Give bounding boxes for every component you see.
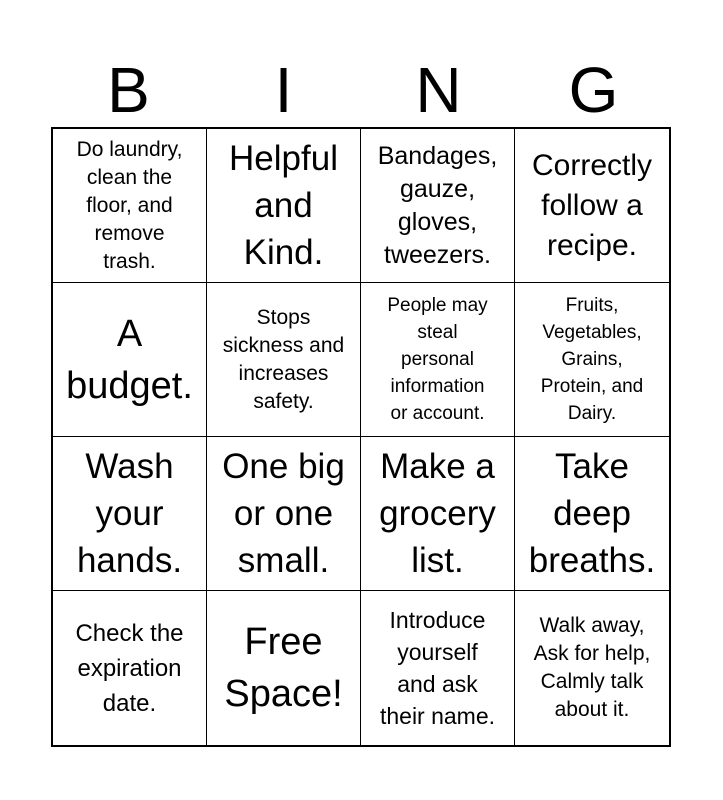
- bingo-cell-r3-c3[interactable]: [361, 437, 515, 591]
- cell-text: Bandages, gauze, gloves, tweezers.: [377, 141, 498, 269]
- bingo-cell-r1-c3[interactable]: [361, 129, 515, 283]
- cell-text: Stops sickness and increases safety.: [222, 305, 345, 413]
- cell-text: Make a grocery list.: [379, 447, 496, 580]
- bingo-cell-r1-c4[interactable]: [515, 129, 669, 283]
- free-space-text: Free Space!: [224, 621, 343, 715]
- bingo-cell-r3-c1[interactable]: [53, 437, 207, 591]
- header-letter-g: G: [568, 54, 619, 126]
- cell-text: Check the expiration date.: [75, 619, 184, 717]
- cell-text: Take deep breaths.: [528, 447, 656, 580]
- bingo-cell-r4-c4[interactable]: [515, 591, 669, 745]
- bingo-header: [51, 52, 671, 128]
- bingo-board: [51, 127, 671, 747]
- cell-text: Wash your hands.: [76, 447, 183, 580]
- cell-text: Helpful and Kind.: [229, 139, 338, 272]
- bingo-cell-r2-c3[interactable]: [361, 283, 515, 437]
- bingo-cell-r2-c2[interactable]: [207, 283, 361, 437]
- cell-text: Walk away, Ask for help, Calmly talk about it.: [533, 614, 651, 721]
- bingo-cell-r3-c2[interactable]: [207, 437, 361, 591]
- bingo-cell-r2-c4[interactable]: [515, 283, 669, 437]
- bingo-cell-r4-c2[interactable]: [207, 591, 361, 745]
- bingo-cell-r3-c4[interactable]: [515, 437, 669, 591]
- cell-text: A budget.: [66, 312, 193, 407]
- cell-text: Introduce yourself and ask their name.: [379, 607, 496, 729]
- cell-text: People may steal personal information or account.: [387, 295, 488, 424]
- bingo-cell-r1-c1[interactable]: [53, 129, 207, 283]
- bingo-cell-r4-c3[interactable]: [361, 591, 515, 745]
- cell-text: Fruits, Vegetables, Grains, Protein, and Dairy.: [540, 295, 644, 424]
- bingo-cell-r4-c1[interactable]: [53, 591, 207, 745]
- cell-text: Correctly follow a recipe.: [531, 148, 652, 262]
- header-letter-n: N: [415, 54, 462, 126]
- header-letter-i: I: [274, 54, 293, 126]
- bingo-cell-r2-c1[interactable]: [53, 283, 207, 437]
- header-letter-b: B: [107, 54, 150, 126]
- bingo-cell-r1-c2[interactable]: [207, 129, 361, 283]
- cell-text: One big or one small.: [222, 447, 345, 580]
- cell-text: Do laundry, clean the floor, and remove trash.: [76, 137, 183, 273]
